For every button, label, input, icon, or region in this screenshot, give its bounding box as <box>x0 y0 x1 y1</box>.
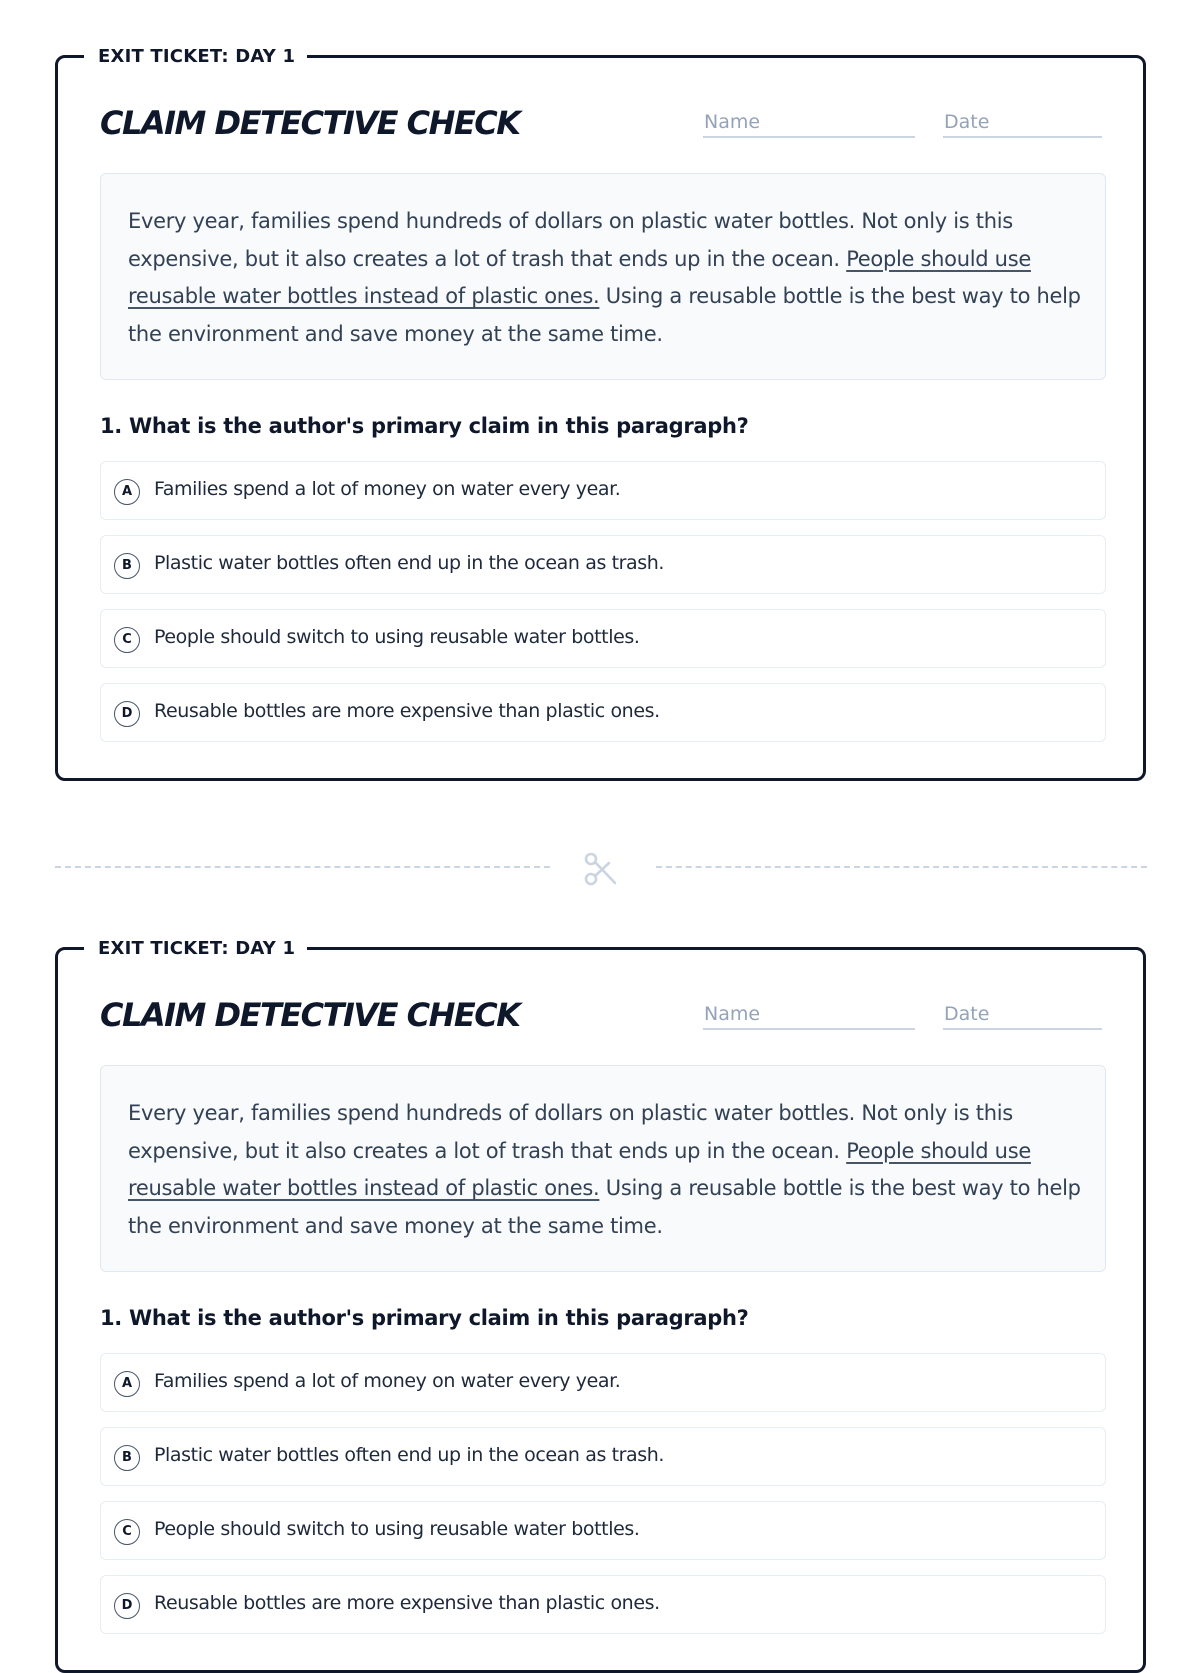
answer-option-c[interactable] <box>100 1501 1106 1560</box>
option-letter-badge: B <box>114 553 140 579</box>
answer-option-a[interactable] <box>100 1353 1106 1412</box>
passage-text: Every year, families spend hundreds of dollars on plastic water bottles. Not only is this expensive, but it also creates a lot of trash that ends up in the ocean. <box>128 209 1013 271</box>
scissors-icon <box>582 850 620 888</box>
passage-text: Every year, families spend hundreds of dollars on plastic water bottles. Not only is this expensive, but it also creates a lot of trash that ends up in the ocean. <box>128 1101 1013 1163</box>
option-letter-badge: D <box>114 701 140 727</box>
option-text: Plastic water bottles often end up in the ocean as trash. <box>154 1444 665 1466</box>
ticket-title: CLAIM DETECTIVE CHECK <box>100 104 520 142</box>
option-text: Plastic water bottles often end up in the ocean as trash. <box>154 552 665 574</box>
answer-option-a[interactable] <box>100 461 1106 520</box>
option-text: Families spend a lot of money on water every year. <box>154 1370 621 1392</box>
exit-ticket <box>55 938 1146 1673</box>
question-prompt: 1. What is the author's primary claim in this paragraph? <box>100 414 749 438</box>
cut-line <box>55 866 550 868</box>
ticket-tag: EXIT TICKET: DAY 1 <box>84 45 307 69</box>
reading-passage <box>100 173 1106 380</box>
date-field[interactable]: Date <box>943 1000 1102 1030</box>
answer-option-b[interactable] <box>100 535 1106 594</box>
option-letter-badge: B <box>114 1445 140 1471</box>
answer-option-d[interactable] <box>100 683 1106 742</box>
underlined-claim: People should use reusable water bottles instead of plastic ones. <box>128 246 1031 308</box>
option-text: People should switch to using reusable water bottles. <box>154 1518 640 1540</box>
option-letter-badge: A <box>114 479 140 505</box>
answer-option-c[interactable] <box>100 609 1106 668</box>
name-field[interactable]: Name <box>703 108 915 138</box>
passage-text: Using a reusable bottle is the best way to help the environment and save money at the same time. <box>128 1176 1081 1238</box>
exit-ticket <box>55 46 1146 781</box>
ticket-tag: EXIT TICKET: DAY 1 <box>84 937 307 961</box>
option-letter-badge: D <box>114 1593 140 1619</box>
option-letter-badge: C <box>114 627 140 653</box>
reading-passage <box>100 1065 1106 1272</box>
name-field[interactable]: Name <box>703 1000 915 1030</box>
option-text: Reusable bottles are more expensive than plastic ones. <box>154 1592 660 1614</box>
date-field[interactable]: Date <box>943 108 1102 138</box>
answer-option-d[interactable] <box>100 1575 1106 1634</box>
option-letter-badge: C <box>114 1519 140 1545</box>
answer-option-b[interactable] <box>100 1427 1106 1486</box>
passage-text: Using a reusable bottle is the best way to help the environment and save money at the same time. <box>128 284 1081 346</box>
question-prompt: 1. What is the author's primary claim in this paragraph? <box>100 1306 749 1330</box>
cut-line <box>656 866 1147 868</box>
option-text: People should switch to using reusable water bottles. <box>154 626 640 648</box>
underlined-claim: People should use reusable water bottles instead of plastic ones. <box>128 1138 1031 1200</box>
option-letter-badge: A <box>114 1371 140 1397</box>
option-text: Families spend a lot of money on water every year. <box>154 478 621 500</box>
option-text: Reusable bottles are more expensive than plastic ones. <box>154 700 660 722</box>
ticket-title: CLAIM DETECTIVE CHECK <box>100 996 520 1034</box>
